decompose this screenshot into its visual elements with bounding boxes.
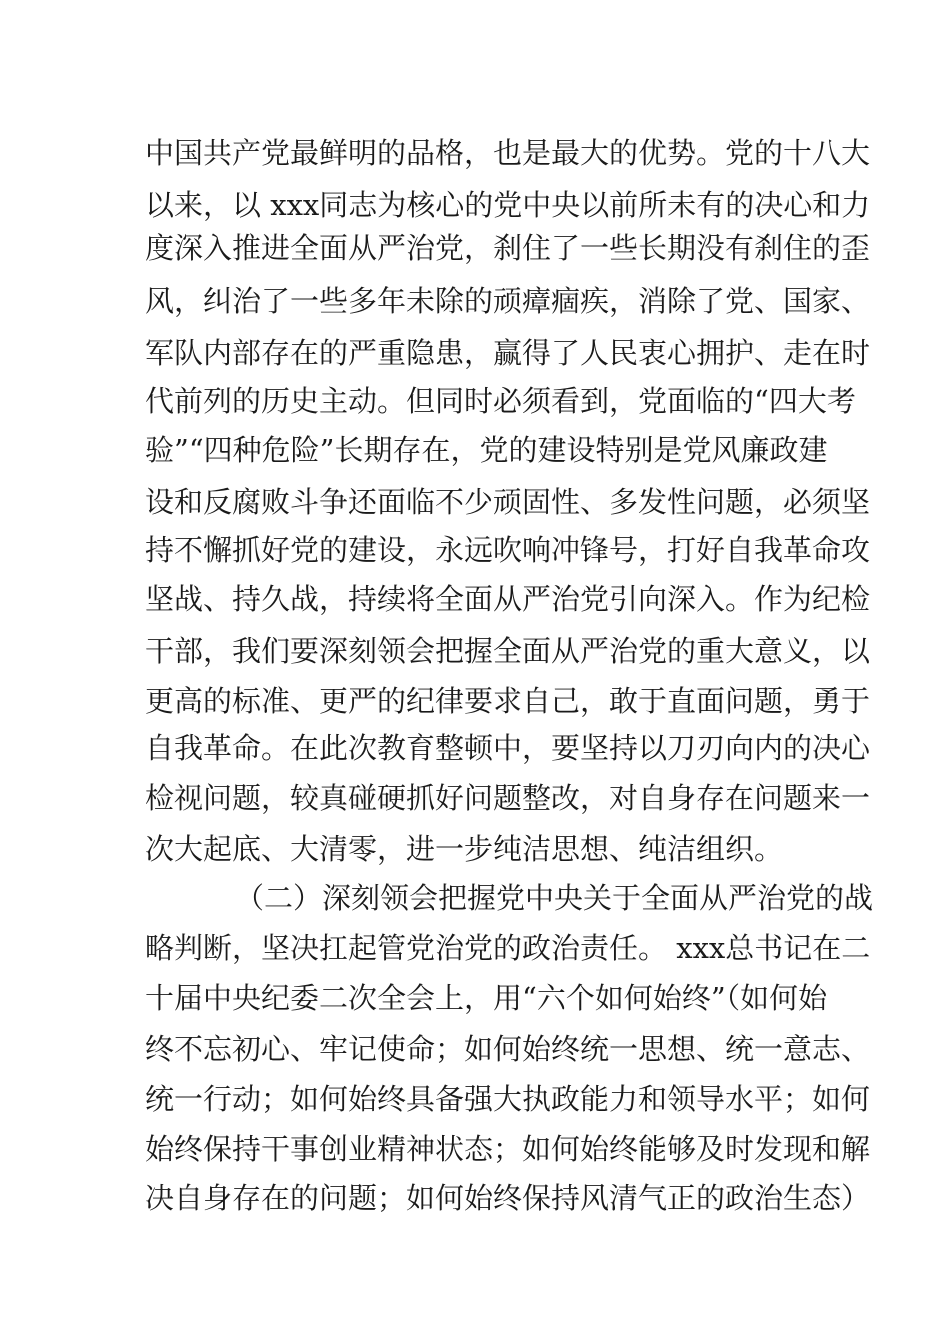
text-line-10: 坚战、持久战，持续将全面从严治党引向深入。作为纪检: [145, 582, 871, 616]
text-line-9: 持不懈抓好党的建设，永远吹响冲锋号，打好自我革命攻: [145, 533, 871, 567]
section-heading-2: （二）深刻领会把握党中央关于全面从严治党的战: [235, 881, 874, 915]
text-line-8: 设和反腐败斗争还面临不少顽固性、多发性问题，必须坚: [145, 485, 871, 519]
text-line-5: 军队内部存在的严重隐患，赢得了人民衷心拥护、走在时: [145, 336, 871, 370]
text-line-1: 中国共产党最鲜明的品格，也是最大的优势。党的十八大: [145, 136, 871, 170]
text-line-11: 干部，我们要深刻领会把握全面从严治党的重大意义，以: [145, 634, 871, 668]
text-line-21: 始终保持干事创业精神状态；如何始终能够及时发现和解: [145, 1132, 871, 1166]
text-line-7: 验”“四种危险”长期存在，党的建设特别是党风廉政建: [145, 433, 828, 467]
text-line-14: 检视问题，较真碰硬抓好问题整改，对自身存在问题来一: [145, 781, 871, 815]
text-line-22: 决自身存在的问题；如何始终保持风清气正的政治生态）: [145, 1181, 871, 1215]
text-line-15: 次大起底、大清零，进一步纯洁思想、纯洁组织。: [145, 832, 784, 866]
text-line-3: 度深入推进全面从严治党，刹住了一些长期没有刹住的歪: [145, 231, 871, 265]
text-line-2: 以来，以 xxx同志为核心的党中央以前所未有的决心和力: [145, 188, 871, 222]
text-line-17: 略判断，坚决扛起管党治党的政治责任。 xxx总书记在二: [145, 931, 871, 965]
text-line-19: 终不忘初心、牢记使命；如何始终统一思想、统一意志、: [145, 1032, 871, 1066]
text-line-4: 风，纠治了一些多年未除的顽瘴痼疾，消除了党、国家、: [145, 284, 871, 318]
text-line-12: 更高的标准、更严的纪律要求自己，敢于直面问题，勇于: [145, 684, 871, 718]
text-line-6: 代前列的历史主动。但同时必须看到，党面临的“四大考: [145, 384, 856, 418]
text-line-20: 统一行动；如何始终具备强大执政能力和领导水平；如何: [145, 1082, 871, 1116]
text-line-13: 自我革命。在此次教育整顿中，要坚持以刀刃向内的决心: [145, 731, 871, 765]
text-line-18: 十届中央纪委二次全会上，用“六个如何始终”（如何始: [145, 981, 828, 1015]
